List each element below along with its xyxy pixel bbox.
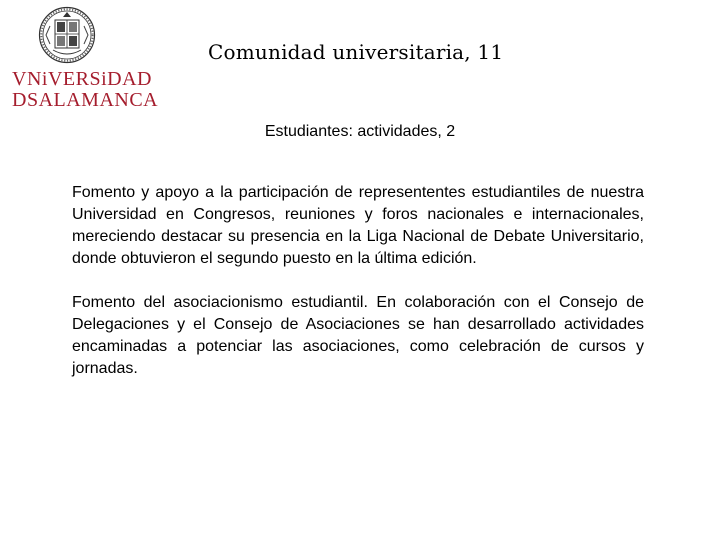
slide-body [72, 182, 644, 402]
slide-subtitle: Estudiantes: actividades, 2 [264, 123, 456, 140]
wordmark-line-2: DSALAMANCA [12, 89, 159, 111]
university-wordmark [12, 68, 159, 111]
wordmark-line-1: VNiVERSiDAD [12, 68, 152, 90]
header-title: Comunidad universitaria, 11 [208, 40, 504, 64]
paragraph-1: Fomento y apoyo a la participación de represententes estudiantiles de nuestra Universidad en Congresos, reuniones y foros nacionales e internacionales, mereciendo destacar su presencia en la Liga Nacional de Debate Universitario, donde obtuvieron el segundo puesto en la última edición. [72, 184, 644, 267]
paragraph-2: Fomento del asociacionismo estudiantil. En colaboración con el Consejo de Delegaciones y el Consejo de Asociaciones se han desarrollado actividades encaminadas a potenciar las asociaciones, como celebración de cursos y jornadas. [72, 294, 644, 377]
university-seal-icon [38, 6, 96, 64]
